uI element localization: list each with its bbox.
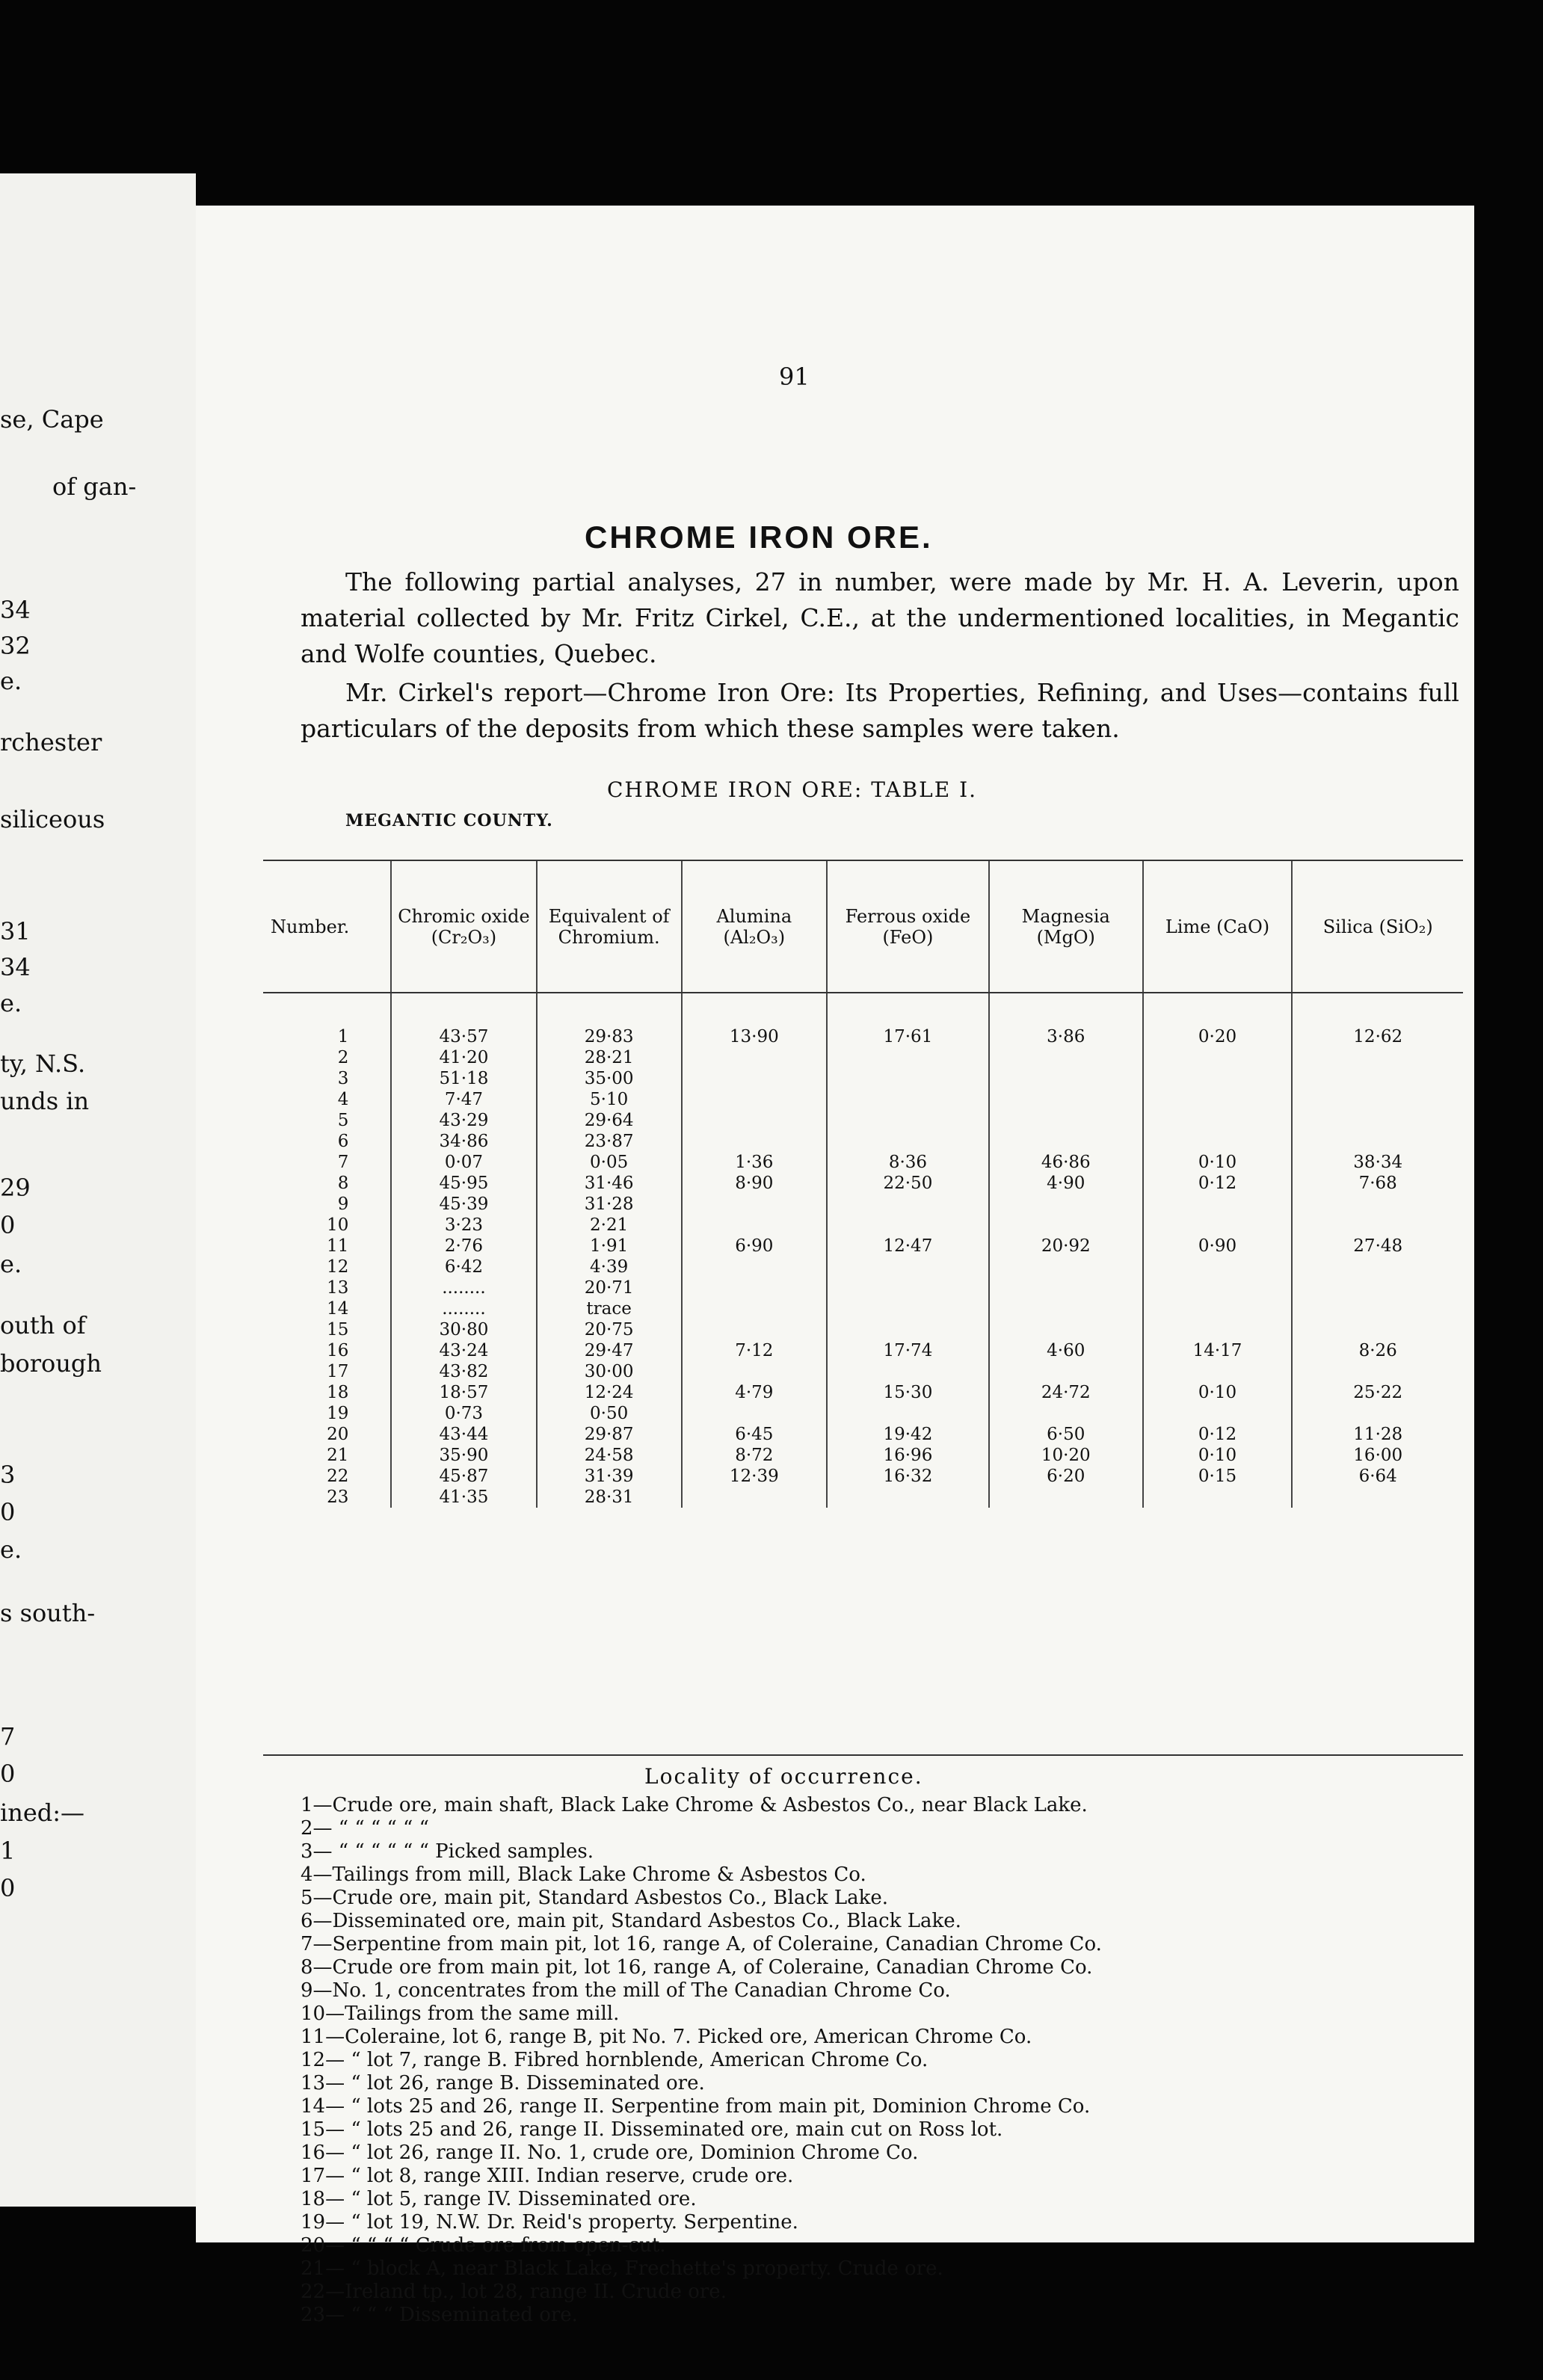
table-cell xyxy=(682,1131,827,1152)
table-cell: 16·32 xyxy=(827,1466,989,1487)
table-cell: trace xyxy=(537,1298,682,1319)
left-fragment: 3 xyxy=(0,1461,16,1489)
locality-item: 7—Serpentine from main pit, lot 16, range A, of Coleraine, Canadian Chrome Co. xyxy=(301,1933,1102,1955)
locality-item: 11—Coleraine, lot 6, range B, pit No. 7. Picked ore, American Chrome Co. xyxy=(301,2026,1032,2048)
table-cell: 0·12 xyxy=(1143,1173,1293,1194)
table-cell xyxy=(827,1403,989,1424)
table-cell: 19·42 xyxy=(827,1424,989,1445)
table-cell: 17 xyxy=(327,1362,349,1381)
table-cell: 29·83 xyxy=(537,993,682,1047)
table-cell: 12·39 xyxy=(682,1466,827,1487)
table-cell: 0·05 xyxy=(537,1152,682,1173)
table-cell xyxy=(1292,1319,1463,1340)
table-cell: 12·47 xyxy=(827,1236,989,1257)
table-cell xyxy=(1143,1403,1293,1424)
table-cell xyxy=(1292,1487,1463,1508)
table-cell xyxy=(682,1047,827,1068)
table-cell: 11 xyxy=(327,1236,349,1256)
left-fragment: outh of xyxy=(0,1311,86,1339)
table-row xyxy=(263,1403,1463,1424)
table-cell: 17·74 xyxy=(827,1340,989,1361)
table-cell: 11·28 xyxy=(1292,1424,1463,1445)
table-row xyxy=(263,993,1463,1047)
table-cell: 0·15 xyxy=(1143,1466,1293,1487)
table-cell xyxy=(1292,1068,1463,1089)
table-cell: 16·00 xyxy=(1292,1445,1463,1466)
table-row xyxy=(263,1340,1463,1361)
table-cell: 8·26 xyxy=(1292,1340,1463,1361)
left-fragment: se, Cape xyxy=(0,405,104,434)
table-cell: 43·57 xyxy=(391,993,536,1047)
table-cell xyxy=(989,1194,1143,1215)
table-cell: 4·39 xyxy=(537,1257,682,1277)
left-fragment: 0 xyxy=(0,1874,16,1902)
table-cell: 15·30 xyxy=(827,1382,989,1403)
table-cell: 0·10 xyxy=(1143,1152,1293,1173)
table-cell xyxy=(1143,1487,1293,1508)
table-cell xyxy=(827,1487,989,1508)
table-cell xyxy=(989,1361,1143,1382)
left-fragment: ined:— xyxy=(0,1798,85,1827)
table-cell: 24·58 xyxy=(537,1445,682,1466)
table-cell: 14 xyxy=(327,1299,349,1319)
table-row xyxy=(263,1424,1463,1445)
locality-item: 16— “ lot 26, range II. No. 1, crude ore, Dominion Chrome Co. xyxy=(301,2142,919,2164)
table-cell xyxy=(827,1089,989,1110)
table-cell: 20·75 xyxy=(537,1319,682,1340)
table-cell: 7·12 xyxy=(682,1340,827,1361)
table-cell: 7·68 xyxy=(1292,1173,1463,1194)
left-fragment: borough xyxy=(0,1349,102,1378)
table-cell: 28·21 xyxy=(537,1047,682,1068)
table-cell xyxy=(989,1215,1143,1236)
column-header: Alumina (Al₂O₃) xyxy=(682,861,827,993)
table-cell xyxy=(989,1319,1143,1340)
table-cell xyxy=(682,1277,827,1298)
table-cell xyxy=(682,1089,827,1110)
table-row xyxy=(263,1277,1463,1298)
table-cell xyxy=(827,1257,989,1277)
column-header: Lime (CaO) xyxy=(1143,861,1293,993)
left-fragment: e. xyxy=(0,667,22,695)
table-cell xyxy=(1292,1194,1463,1215)
table-cell: 8·36 xyxy=(827,1152,989,1173)
table-cell: 16·96 xyxy=(827,1445,989,1466)
table-cell: 2·21 xyxy=(537,1215,682,1236)
table-cell xyxy=(1143,1215,1293,1236)
locality-item: 4—Tailings from mill, Black Lake Chrome & Asbestos Co. xyxy=(301,1863,866,1886)
analysis-table xyxy=(263,860,1463,1756)
table-cell xyxy=(827,1131,989,1152)
table-cell: 34·86 xyxy=(391,1131,536,1152)
table-cell: 2 xyxy=(337,1048,349,1067)
table-cell xyxy=(1143,1319,1293,1340)
table-cell xyxy=(827,1215,989,1236)
locality-item: 18— “ lot 5, range IV. Disseminated ore. xyxy=(301,2188,697,2210)
column-header: Ferrous oxide (FeO) xyxy=(827,861,989,993)
left-fragment: 0 xyxy=(0,1211,16,1239)
table-cell xyxy=(1292,1089,1463,1110)
table-cell: 43·82 xyxy=(391,1361,536,1382)
table-cell: 38·34 xyxy=(1292,1152,1463,1173)
table-cell: 35·00 xyxy=(537,1068,682,1089)
locality-item: 17— “ lot 8, range XIII. Indian reserve, crude ore. xyxy=(301,2165,794,2187)
table-cell: 0·12 xyxy=(1143,1424,1293,1445)
table-row xyxy=(263,1382,1463,1403)
locality-item: 2— “ “ “ “ “ “ xyxy=(301,1817,429,1840)
locality-item: 12— “ lot 7, range B. Fibred hornblende, American Chrome Co. xyxy=(301,2049,928,2071)
table-cell: 43·29 xyxy=(391,1110,536,1131)
table-cell: 43·44 xyxy=(391,1424,536,1445)
locality-heading: Locality of occurrence. xyxy=(644,1764,923,1789)
table-cell xyxy=(682,1257,827,1277)
page-title: CHROME IRON ORE. xyxy=(585,520,933,555)
table-cell xyxy=(1292,1403,1463,1424)
locality-item: 1—Crude ore, main shaft, Black Lake Chrome & Asbestos Co., near Black Lake. xyxy=(301,1794,1088,1816)
table-cell: 4·90 xyxy=(989,1173,1143,1194)
table-cell xyxy=(1292,1215,1463,1236)
column-header: Chromic oxide (Cr₂O₃) xyxy=(391,861,536,993)
locality-item: 10—Tailings from the same mill. xyxy=(301,2003,620,2025)
table-cell xyxy=(1292,1047,1463,1068)
left-fragment: s south- xyxy=(0,1599,96,1627)
column-header: Number. xyxy=(263,861,391,993)
table-cell xyxy=(1292,1298,1463,1319)
locality-item: 14— “ lots 25 and 26, range II. Serpentine from main pit, Dominion Chrome Co. xyxy=(301,2095,1091,2118)
left-fragment: e. xyxy=(0,1250,22,1278)
county-label: MEGANTIC COUNTY. xyxy=(345,811,553,830)
column-header: Silica (SiO₂) xyxy=(1292,861,1463,993)
table-cell xyxy=(1292,1131,1463,1152)
table-cell xyxy=(682,1110,827,1131)
table-cell xyxy=(827,1047,989,1068)
table-cell: 22 xyxy=(327,1467,349,1486)
table-cell xyxy=(989,1089,1143,1110)
left-fragment: 7 xyxy=(0,1722,16,1751)
table-cell: 0·73 xyxy=(391,1403,536,1424)
table-cell: 0·50 xyxy=(537,1403,682,1424)
table-cell: 18·57 xyxy=(391,1382,536,1403)
table-cell: 35·90 xyxy=(391,1445,536,1466)
left-fragment: 0 xyxy=(0,1760,16,1788)
locality-list xyxy=(301,1794,1467,2327)
table-cell: 13 xyxy=(327,1278,349,1298)
table-row xyxy=(263,1194,1463,1215)
left-fragment: 0 xyxy=(0,1498,16,1526)
table-cell xyxy=(1143,1110,1293,1131)
table-row xyxy=(263,1068,1463,1089)
table-cell: 20·92 xyxy=(989,1236,1143,1257)
table-row xyxy=(263,1110,1463,1131)
locality-item: 21— “ block A, near Black Lake, Frechette's property. Crude ore. xyxy=(301,2257,943,2280)
table-cell: 7 xyxy=(337,1153,349,1172)
table-cell xyxy=(989,1487,1143,1508)
table-cell: 24·72 xyxy=(989,1382,1143,1403)
table-cell: 6·45 xyxy=(682,1424,827,1445)
table-cell: 12 xyxy=(327,1257,349,1277)
table-cell xyxy=(989,1047,1143,1068)
locality-item: 20— “ “ “ “ Crude ore from open-cut. xyxy=(301,2234,666,2257)
column-header: Equivalent of Chromium. xyxy=(537,861,682,993)
left-fragment: 34 xyxy=(0,953,31,981)
table-cell xyxy=(989,1257,1143,1277)
table-cell: 3 xyxy=(337,1069,349,1088)
table-cell: 5·10 xyxy=(537,1089,682,1110)
table-cell xyxy=(682,1194,827,1215)
locality-item: 6—Disseminated ore, main pit, Standard Asbestos Co., Black Lake. xyxy=(301,1910,961,1932)
table-cell: 6·90 xyxy=(682,1236,827,1257)
table-row xyxy=(263,1466,1463,1487)
table-cell xyxy=(827,1068,989,1089)
table-row xyxy=(263,1215,1463,1236)
left-fragment: rchester xyxy=(0,728,102,756)
table-cell: 3·23 xyxy=(391,1215,536,1236)
locality-item: 9—No. 1, concentrates from the mill of The Canadian Chrome Co. xyxy=(301,1979,951,2002)
facing-page-fragment xyxy=(0,173,196,2207)
table-cell: 16 xyxy=(327,1341,349,1360)
locality-item: 15— “ lots 25 and 26, range II. Disseminated ore, main cut on Ross lot. xyxy=(301,2118,1003,2141)
table-cell: 17·61 xyxy=(827,993,989,1047)
table-cell: 5 xyxy=(337,1111,349,1130)
left-fragment: of gan- xyxy=(52,472,137,501)
table-cell xyxy=(682,1068,827,1089)
table-cell: 23·87 xyxy=(537,1131,682,1152)
table-body xyxy=(263,993,1463,1508)
table-row xyxy=(263,1298,1463,1319)
table-cell: 45·87 xyxy=(391,1466,536,1487)
table-cell: 27·48 xyxy=(1292,1236,1463,1257)
intro-text xyxy=(301,564,1459,750)
table-cell: 6·64 xyxy=(1292,1466,1463,1487)
table-cell xyxy=(1292,1257,1463,1277)
table-cell: 8·90 xyxy=(682,1173,827,1194)
table-cell: 1·91 xyxy=(537,1236,682,1257)
table-cell xyxy=(827,1319,989,1340)
table-cell xyxy=(1143,1298,1293,1319)
table-cell xyxy=(682,1403,827,1424)
table-row xyxy=(263,1047,1463,1068)
table-cell: ........ xyxy=(391,1277,536,1298)
table-cell: 6·42 xyxy=(391,1257,536,1277)
table-cell: 6·20 xyxy=(989,1466,1143,1487)
table-cell: 8 xyxy=(337,1174,349,1193)
table-cell: 4·79 xyxy=(682,1382,827,1403)
table-cell: 6 xyxy=(337,1132,349,1151)
table-cell xyxy=(827,1298,989,1319)
table-cell: 1·36 xyxy=(682,1152,827,1173)
table-row xyxy=(263,1131,1463,1152)
table-cell: 21 xyxy=(327,1446,349,1465)
locality-item: 8—Crude ore from main pit, lot 16, range A, of Coleraine, Canadian Chrome Co. xyxy=(301,1956,1093,1979)
table-cell: 6·50 xyxy=(989,1424,1143,1445)
table-cell: ........ xyxy=(391,1298,536,1319)
table-cell xyxy=(682,1487,827,1508)
table-cell: 20 xyxy=(327,1425,349,1444)
table-cell xyxy=(989,1131,1143,1152)
table-cell: 1 xyxy=(337,1027,349,1046)
table-cell: 12·24 xyxy=(537,1382,682,1403)
table-cell: 14·17 xyxy=(1143,1340,1293,1361)
table-cell: 46·86 xyxy=(989,1152,1143,1173)
table-cell: 15 xyxy=(327,1320,349,1339)
table-row xyxy=(263,1257,1463,1277)
table-cell: 0·07 xyxy=(391,1152,536,1173)
table-cell xyxy=(989,1298,1143,1319)
left-fragment: siliceous xyxy=(0,805,105,833)
table-cell xyxy=(827,1194,989,1215)
table-cell: 31·46 xyxy=(537,1173,682,1194)
table-row xyxy=(263,1173,1463,1194)
table-cell xyxy=(1292,1277,1463,1298)
table-cell: 4 xyxy=(337,1090,349,1109)
table-cell xyxy=(1143,1194,1293,1215)
table-cell: 30·00 xyxy=(537,1361,682,1382)
table-cell xyxy=(989,1403,1143,1424)
left-fragment: 32 xyxy=(0,632,31,660)
table-cell xyxy=(1292,1110,1463,1131)
table-cell: 23 xyxy=(327,1488,349,1507)
table-row xyxy=(263,1236,1463,1257)
table-row xyxy=(263,1445,1463,1466)
locality-item: 19— “ lot 19, N.W. Dr. Reid's property. Serpentine. xyxy=(301,2211,798,2233)
table-cell: 30·80 xyxy=(391,1319,536,1340)
locality-item: 5—Crude ore, main pit, Standard Asbestos Co., Black Lake. xyxy=(301,1887,889,1909)
table-cell: 22·50 xyxy=(827,1173,989,1194)
table-cell: 10·20 xyxy=(989,1445,1143,1466)
table-cell: 9 xyxy=(337,1194,349,1214)
intro-paragraph: Mr. Cirkel's report—Chrome Iron Ore: Its Properties, Refining, and Uses—contains full particulars of the deposits from which these samples were taken. xyxy=(301,678,1459,743)
locality-item: 13— “ lot 26, range B. Disseminated ore. xyxy=(301,2072,705,2094)
table-cell xyxy=(682,1361,827,1382)
table-header-row xyxy=(263,861,1463,993)
table-cell: 28·31 xyxy=(537,1487,682,1508)
left-fragment: e. xyxy=(0,1535,22,1564)
table-cell xyxy=(827,1110,989,1131)
table-cell xyxy=(1143,1047,1293,1068)
table-row xyxy=(263,1361,1463,1382)
table-cell: 4·60 xyxy=(989,1340,1143,1361)
table-row xyxy=(263,1487,1463,1508)
table-cell: 2·76 xyxy=(391,1236,536,1257)
document-page xyxy=(196,206,1474,2326)
table-cell: 45·95 xyxy=(391,1173,536,1194)
left-fragment: 1 xyxy=(0,1837,16,1865)
left-fragment: 34 xyxy=(0,596,31,624)
table-cell: 0·10 xyxy=(1143,1382,1293,1403)
table-row xyxy=(263,1319,1463,1340)
intro-paragraph: The following partial analyses, 27 in number, were made by Mr. H. A. Leverin, upon material collected by Mr. Fritz Cirkel, C.E., at the undermentioned localities, in Megantic and Wolfe counties, Quebec. xyxy=(301,567,1459,668)
table-cell xyxy=(1143,1131,1293,1152)
table-row xyxy=(263,1152,1463,1173)
table-cell: 19 xyxy=(327,1404,349,1423)
locality-item: 23— “ “ “ Disseminated ore. xyxy=(301,2304,578,2326)
table-cell: 41·20 xyxy=(391,1047,536,1068)
table-cell: 0·90 xyxy=(1143,1236,1293,1257)
table-cell xyxy=(682,1215,827,1236)
table-cell xyxy=(827,1277,989,1298)
table-cell: 29·64 xyxy=(537,1110,682,1131)
table-cell: 12·62 xyxy=(1292,993,1463,1047)
table-cell: 41·35 xyxy=(391,1487,536,1508)
table-cell: 31·39 xyxy=(537,1466,682,1487)
left-fragment: unds in xyxy=(0,1087,90,1115)
table-cell: 43·24 xyxy=(391,1340,536,1361)
table-cell: 31·28 xyxy=(537,1194,682,1215)
table-cell xyxy=(827,1361,989,1382)
left-fragment: e. xyxy=(0,989,22,1017)
table-cell xyxy=(682,1319,827,1340)
page-number: 91 xyxy=(779,363,810,391)
table-title: CHROME IRON ORE: TABLE I. xyxy=(607,777,978,802)
table-cell: 10 xyxy=(327,1215,349,1235)
table-cell xyxy=(989,1277,1143,1298)
table-cell: 29·87 xyxy=(537,1424,682,1445)
table-cell: 45·39 xyxy=(391,1194,536,1215)
table-cell xyxy=(989,1110,1143,1131)
table-cell xyxy=(1143,1257,1293,1277)
left-fragment: 31 xyxy=(0,917,31,946)
table-cell xyxy=(989,1068,1143,1089)
table-cell: 0·10 xyxy=(1143,1445,1293,1466)
table-cell: 8·72 xyxy=(682,1445,827,1466)
table-cell xyxy=(1143,1089,1293,1110)
table-cell: 3·86 xyxy=(989,993,1143,1047)
locality-item: 3— “ “ “ “ “ “ Picked samples. xyxy=(301,1840,594,1863)
table-cell xyxy=(1292,1361,1463,1382)
table-cell: 13·90 xyxy=(682,993,827,1047)
table-cell: 51·18 xyxy=(391,1068,536,1089)
locality-item: 22—Ireland tp., lot 28, range II. Crude ore. xyxy=(301,2281,727,2303)
table-cell xyxy=(1143,1361,1293,1382)
left-fragment: ty, N.S. xyxy=(0,1049,86,1078)
table-cell xyxy=(1143,1277,1293,1298)
table-cell: 20·71 xyxy=(537,1277,682,1298)
table-cell: 25·22 xyxy=(1292,1382,1463,1403)
table-row xyxy=(263,1089,1463,1110)
table-cell: 0·20 xyxy=(1143,993,1293,1047)
table-cell: 7·47 xyxy=(391,1089,536,1110)
table-cell xyxy=(682,1298,827,1319)
table-cell: 29·47 xyxy=(537,1340,682,1361)
column-header: Magnesia (MgO) xyxy=(989,861,1143,993)
table-cell xyxy=(1143,1068,1293,1089)
left-fragment: 29 xyxy=(0,1174,31,1202)
table-cell: 18 xyxy=(327,1383,349,1402)
